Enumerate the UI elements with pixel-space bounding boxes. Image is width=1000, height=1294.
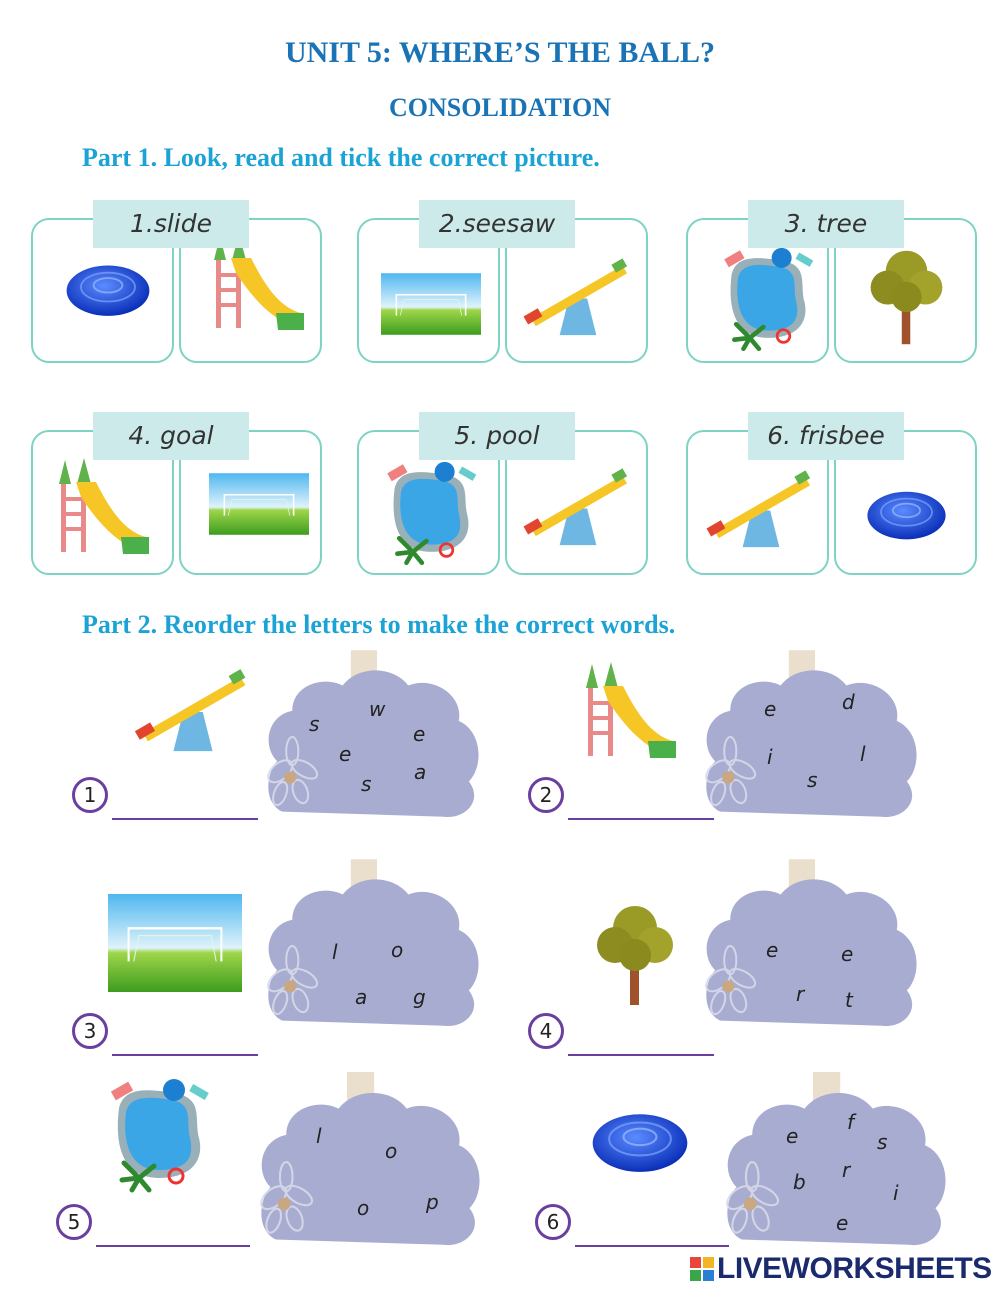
logo-text: LIVEWORKSHEETS — [717, 1252, 992, 1285]
card-label: 2.seesaw — [419, 200, 575, 248]
slide-image — [578, 656, 678, 766]
scrambled-letter: s — [309, 712, 320, 736]
scrambled-letter: w — [369, 697, 386, 721]
scrambled-letter: r — [796, 982, 805, 1006]
scrambled-letter: l — [316, 1124, 322, 1148]
pool-image — [104, 1078, 214, 1198]
answer-input-1[interactable] — [112, 788, 258, 820]
scrambled-letter: i — [893, 1181, 899, 1205]
scrambled-letter: o — [391, 938, 404, 962]
card-label: 3. tree — [748, 200, 904, 248]
scrambled-letter: r — [842, 1158, 851, 1182]
scrambled-letter: g — [413, 985, 426, 1009]
goal-image — [209, 464, 309, 544]
item-number: 5 — [56, 1204, 92, 1240]
frisbee-image — [63, 255, 153, 321]
letter-cloud — [254, 1072, 486, 1250]
letter-cloud — [262, 650, 484, 822]
card-label: 5. pool — [419, 412, 575, 460]
letter-cloud — [700, 650, 922, 822]
scrambled-letter: l — [332, 940, 338, 964]
tree-image — [590, 896, 680, 1014]
scrambled-letter: e — [413, 722, 426, 746]
scrambled-letter: e — [836, 1211, 849, 1235]
part1-card-2 — [357, 200, 651, 348]
scrambled-letter: e — [764, 697, 777, 721]
scrambled-letter: a — [355, 985, 368, 1009]
card-label: 6. frisbee — [748, 412, 904, 460]
answer-input-4[interactable] — [568, 1024, 714, 1056]
scrambled-letter: t — [845, 988, 853, 1012]
liveworksheets-logo — [690, 1252, 992, 1286]
part1-card-1 — [31, 200, 325, 348]
scrambled-letter: b — [793, 1170, 806, 1194]
item-number: 2 — [528, 777, 564, 813]
scrambled-letter: a — [414, 760, 427, 784]
scrambled-letter: o — [385, 1139, 398, 1163]
scrambled-letter: s — [361, 772, 372, 796]
worksheet-subtitle: CONSOLIDATION — [388, 93, 611, 122]
scrambled-letter: e — [766, 938, 779, 962]
scrambled-letter: p — [426, 1190, 439, 1214]
logo-icon — [690, 1257, 714, 1281]
item-number: 6 — [535, 1204, 571, 1240]
answer-input-5[interactable] — [96, 1215, 250, 1247]
scrambled-letter: e — [786, 1124, 799, 1148]
scrambled-letter: l — [860, 742, 866, 766]
scrambled-letter: f — [847, 1110, 855, 1134]
part1-card-6 — [686, 412, 980, 560]
answer-input-6[interactable] — [575, 1215, 729, 1247]
item-number: 1 — [72, 777, 108, 813]
seesaw-image — [134, 668, 252, 756]
card-label: 1.slide — [93, 200, 249, 248]
item-number: 3 — [72, 1013, 108, 1049]
pool-image — [718, 244, 818, 359]
frisbee-image — [588, 1104, 692, 1176]
slide-image — [51, 452, 151, 562]
letter-cloud — [700, 855, 922, 1035]
answer-input-3[interactable] — [112, 1024, 258, 1056]
seesaw-image — [523, 256, 633, 341]
scrambled-letter: e — [339, 742, 352, 766]
goal-image — [381, 264, 481, 344]
part2-heading: Part 2. Reorder the letters to make the correct words. — [82, 610, 676, 639]
tree-image — [864, 242, 949, 352]
scrambled-letter: d — [842, 690, 855, 714]
scrambled-letter: o — [357, 1196, 370, 1220]
part1-card-5 — [357, 412, 651, 560]
scrambled-letter: i — [767, 745, 773, 769]
seesaw-image — [706, 468, 816, 553]
answer-input-2[interactable] — [568, 788, 714, 820]
letter-cloud — [262, 855, 484, 1035]
card-label: 4. goal — [93, 412, 249, 460]
part1-card-3 — [686, 200, 980, 348]
goal-image — [108, 894, 242, 992]
worksheet-title: UNIT 5: WHERE’S THE BALL? — [284, 36, 716, 69]
scrambled-letter: s — [807, 768, 818, 792]
pool-image — [381, 458, 481, 573]
part1-heading: Part 1. Look, read and tick the correct picture. — [82, 143, 600, 172]
item-number: 4 — [528, 1013, 564, 1049]
seesaw-image — [523, 466, 633, 551]
scrambled-letter: s — [877, 1130, 888, 1154]
frisbee-image — [864, 482, 949, 544]
part1-card-4 — [31, 412, 325, 560]
scrambled-letter: e — [841, 942, 854, 966]
